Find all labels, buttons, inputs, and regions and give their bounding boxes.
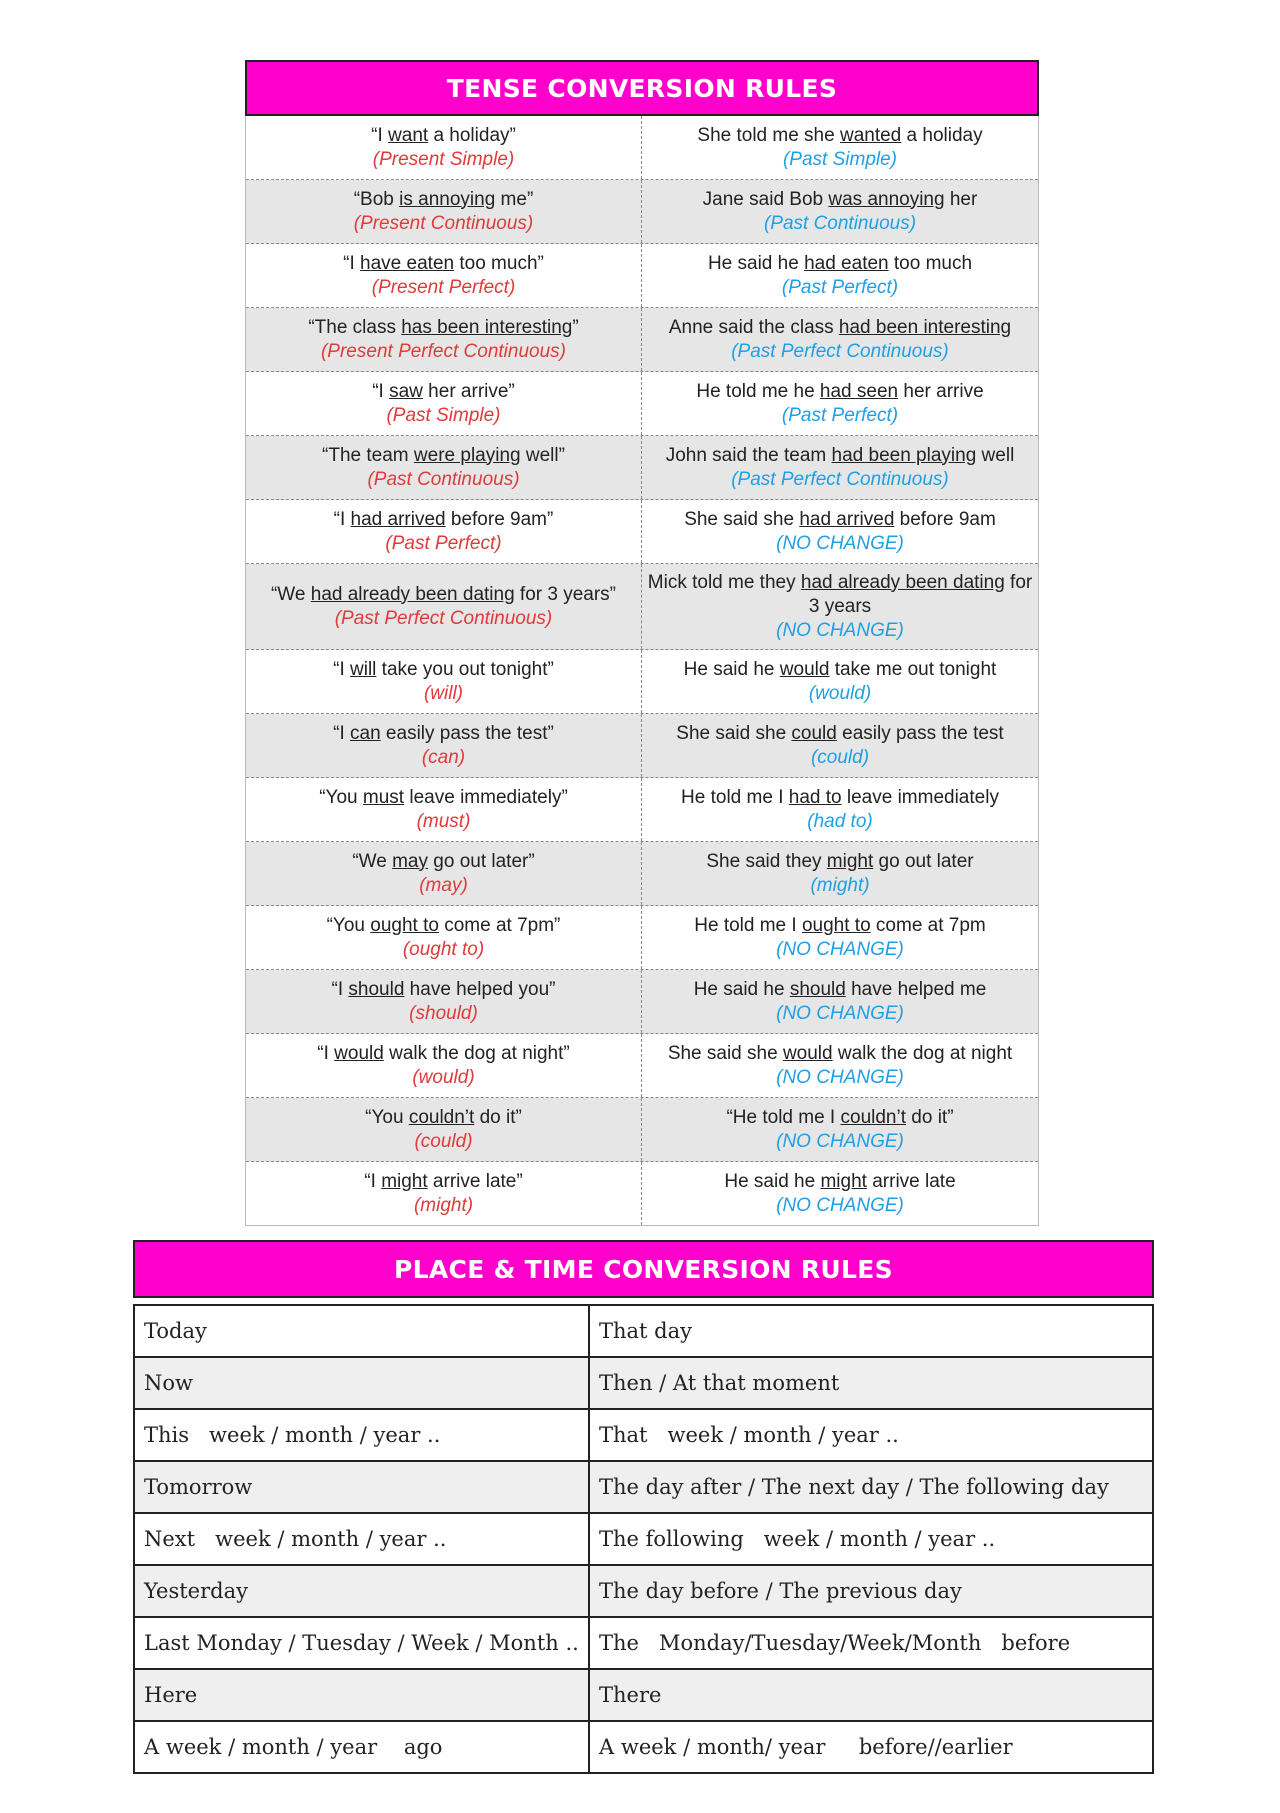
sentence-text: “Bob [353,188,400,210]
table-row [246,180,1038,244]
direct-sentence [250,583,637,607]
reported-tense-label: (NO CHANGE) [776,938,904,960]
direct-expression-cell: Today [135,1306,590,1356]
table-row [246,500,1038,564]
table-row [135,1514,1152,1566]
sentence-text: “The class [308,316,402,338]
underlined-verb: could [791,722,837,744]
place-time-title: PLACE & TIME CONVERSION RULES [394,1254,893,1284]
direct-tense-label: (would) [412,1066,475,1088]
reported-sentence [646,380,1034,404]
sentence-text: before 9am [894,508,996,530]
direct-tense-label: (Past Perfect) [385,532,502,554]
direct-speech-cell [246,1034,642,1097]
sentence-text: too much” [454,252,544,274]
sentence-text: “We [352,850,393,872]
direct-speech-cell [246,308,642,371]
reported-sentence [646,786,1034,810]
sentence-text: “The team [322,444,414,466]
direct-sentence [250,124,637,148]
reported-expression-cell: That day [599,1319,692,1343]
table-row [135,1566,1152,1618]
reported-tense-label: (Past Perfect Continuous) [731,340,949,362]
tense-conversion-section [245,60,1039,1226]
reported-tense-label: (NO CHANGE) [776,1002,904,1024]
direct-expression-cell: Last Monday / Tuesday / Week / Month .. [135,1618,590,1668]
sentence-text: He said he [724,1170,821,1192]
underlined-verb: may [392,850,428,872]
sentence-text: He told me I [681,786,789,808]
reported-tense-label: (had to) [807,810,873,832]
table-row [246,1162,1038,1225]
sentence-text: He said he [707,252,805,274]
reported-sentence [646,252,1034,276]
reported-sentence [646,444,1034,468]
underlined-verb: had arrived [799,508,895,530]
table-row [246,970,1038,1034]
direct-tense-label: (Past Simple) [386,404,501,426]
sentence-text: She told me she [697,124,840,146]
direct-sentence [250,850,637,874]
reported-speech-cell [642,1034,1038,1097]
direct-sentence [250,1106,637,1130]
reported-speech-cell [642,308,1038,371]
underlined-verb: was annoying [828,188,945,210]
place-time-title-bar [133,1240,1154,1298]
direct-sentence [250,444,637,468]
underlined-verb: should [348,978,405,1000]
sentence-text: easily pass the test” [380,722,554,744]
direct-sentence [250,1170,637,1194]
direct-tense-label: (Past Perfect Continuous) [334,607,553,629]
sentence-text: for 3 years” [514,583,617,605]
direct-speech-cell [246,244,642,307]
direct-expression-cell: Tomorrow [135,1462,590,1512]
sentence-text: take me out tonight [829,658,997,680]
direct-sentence [250,252,637,276]
sentence-text: “I [364,1170,382,1192]
sentence-text: walk the dog at night” [383,1042,570,1064]
direct-speech-cell [246,436,642,499]
table-row [246,778,1038,842]
direct-tense-label: (Present Continuous) [353,212,534,234]
direct-speech-cell [246,564,642,649]
sentence-text: Mick told me they [647,571,801,593]
reported-sentence [646,978,1034,1002]
direct-sentence [250,508,637,532]
underlined-verb: had already been dating [310,583,515,605]
place-time-section [133,1240,1154,1774]
tense-table [245,116,1039,1226]
table-row [246,436,1038,500]
reported-expression-cell: The following week / month / year .. [599,1527,996,1551]
direct-tense-label: (could) [414,1130,473,1152]
reported-expression-cell: Then / At that moment [599,1371,840,1395]
reported-sentence [646,508,1034,532]
sentence-text: do it” [906,1106,954,1128]
underlined-verb: couldn’t [840,1106,906,1128]
reported-speech-cell [642,180,1038,243]
sentence-text: She said she [667,1042,783,1064]
table-row [135,1670,1152,1722]
reported-sentence [646,914,1034,938]
direct-tense-label: (can) [421,746,466,768]
reported-tense-label: (Past Simple) [782,148,898,170]
direct-sentence [250,978,637,1002]
underlined-verb: can [350,722,381,744]
underlined-verb: had been playing [831,444,977,466]
sentence-text: She said she [684,508,800,530]
sentence-text: “You [365,1106,409,1128]
underlined-verb: wanted [839,124,902,146]
reported-speech-cell [642,500,1038,563]
table-row [246,564,1038,650]
sentence-text: a holiday [901,124,983,146]
direct-expression-cell: Yesterday [135,1566,590,1616]
reported-tense-label: (NO CHANGE) [776,1066,904,1088]
reported-speech-cell [642,970,1038,1033]
reported-speech-cell [642,842,1038,905]
sentence-text: “He told me I [726,1106,841,1128]
reported-sentence [646,850,1034,874]
sentence-text: before 9am” [445,508,554,530]
direct-sentence [250,914,637,938]
underlined-verb: might [820,1170,867,1192]
direct-speech-cell [246,778,642,841]
underlined-verb: might [826,850,874,872]
sentence-text: leave immediately” [404,786,568,808]
reported-speech-cell [642,778,1038,841]
reported-tense-label: (Past Perfect Continuous) [731,468,949,490]
direct-speech-cell [246,116,642,179]
table-row [135,1722,1152,1772]
sentence-text: “I [331,978,349,1000]
sentence-text: “I [333,658,351,680]
sentence-text: well [976,444,1015,466]
direct-expression-cell: This week / month / year .. [135,1410,590,1460]
reported-sentence [646,124,1034,148]
underlined-verb: has been interesting [401,316,573,338]
reported-expression-cell: A week / month/ year before//earlier [599,1735,1013,1759]
place-time-table [133,1304,1154,1774]
sentence-text: Jane said Bob [702,188,829,210]
direct-tense-label: (Present Perfect) [371,276,516,298]
underlined-verb: had been interesting [838,316,1012,338]
underlined-verb: will [350,658,377,680]
reported-expression-cell: That week / month / year .. [599,1423,899,1447]
reported-sentence [646,571,1034,619]
direct-tense-label: (Past Continuous) [367,468,520,490]
direct-speech-cell [246,906,642,969]
reported-tense-label: (Past Perfect) [781,276,899,298]
reported-speech-cell [642,650,1038,713]
reported-expression-cell: There [599,1683,662,1707]
direct-expression-cell: A week / month / year ago [135,1722,590,1772]
reported-speech-cell [642,244,1038,307]
table-row [135,1358,1152,1410]
underlined-verb: might [381,1170,428,1192]
reported-speech-cell [642,714,1038,777]
sentence-text: arrive late” [427,1170,523,1192]
underlined-verb: ought to [370,914,439,936]
sentence-text: well” [520,444,565,466]
underlined-verb: had eaten [804,252,889,274]
table-row [246,244,1038,308]
table-row [246,650,1038,714]
direct-sentence [250,188,637,212]
table-row [246,372,1038,436]
sentence-text: have helped you” [404,978,556,1000]
reported-speech-cell [642,1162,1038,1225]
underlined-verb: must [362,786,405,808]
direct-expression-cell: Now [135,1358,590,1408]
direct-tense-label: (must) [416,810,471,832]
reported-speech-cell [642,372,1038,435]
sentence-text: She said they [706,850,827,872]
direct-speech-cell [246,372,642,435]
table-row [135,1462,1152,1514]
direct-speech-cell [246,500,642,563]
sentence-text: come at 7pm [870,914,986,936]
underlined-verb: couldn’t [408,1106,475,1128]
direct-tense-label: (will) [423,682,464,704]
reported-sentence [646,1042,1034,1066]
direct-tense-label: (Present Perfect Continuous) [320,340,566,362]
underlined-verb: had already been dating [800,571,1005,593]
sentence-text: go out later [873,850,974,872]
underlined-verb: would [779,658,830,680]
underlined-verb: saw [389,380,423,402]
sentence-text: “You [319,786,363,808]
table-row [135,1410,1152,1462]
sentence-text: “I [372,380,390,402]
sentence-text: ” [572,316,579,338]
reported-tense-label: (Past Perfect) [781,404,899,426]
sentence-text: leave immediately [841,786,999,808]
reported-speech-cell [642,564,1038,649]
sentence-text: “We [270,583,311,605]
underlined-verb: is annoying [399,188,496,210]
sentence-text: take you out tonight” [376,658,554,680]
direct-tense-label: (Present Simple) [372,148,515,170]
reported-expression-cell: The day before / The previous day [599,1579,962,1603]
direct-sentence [250,380,637,404]
reported-speech-cell [642,436,1038,499]
sentence-text: “I [333,722,351,744]
sentence-text: He said he [693,978,790,1000]
reported-tense-label: (could) [810,746,870,768]
underlined-verb: should [789,978,846,1000]
reported-sentence [646,316,1034,340]
table-row [135,1618,1152,1670]
underlined-verb: want [388,124,429,146]
sentence-text: He told me he [696,380,820,402]
direct-sentence [250,786,637,810]
sentence-text: walk the dog at night [832,1042,1013,1064]
direct-expression-cell: Here [135,1670,590,1720]
reported-tense-label: (might) [810,874,870,896]
sentence-text: She said she [676,722,792,744]
direct-speech-cell [246,1162,642,1225]
sentence-text: John said the team [665,444,832,466]
sentence-text: “I [317,1042,335,1064]
table-row [246,906,1038,970]
direct-speech-cell [246,650,642,713]
reported-speech-cell [642,116,1038,179]
tense-title-bar [245,60,1039,116]
reported-tense-label: (NO CHANGE) [776,1130,904,1152]
sentence-text: for 3 years [808,571,1033,617]
sentence-text: her arrive” [422,380,515,402]
sentence-text: easily pass the test [836,722,1004,744]
table-row [246,1098,1038,1162]
reported-tense-label: (NO CHANGE) [776,532,904,554]
direct-tense-label: (ought to) [402,938,485,960]
reported-sentence [646,1170,1034,1194]
direct-sentence [250,316,637,340]
reported-expression-cell: The Monday/Tuesday/Week/Month before [599,1631,1071,1655]
reported-speech-cell [642,906,1038,969]
direct-speech-cell [246,180,642,243]
sentence-text: have helped me [845,978,987,1000]
sentence-text: arrive late [866,1170,956,1192]
sentence-text: “I [343,252,361,274]
reported-tense-label: (NO CHANGE) [776,1194,904,1216]
sentence-text: her arrive [898,380,984,402]
underlined-verb: have eaten [360,252,455,274]
table-row [246,842,1038,906]
underlined-verb: ought to [801,914,871,936]
sentence-text: come at 7pm” [438,914,561,936]
reported-sentence [646,722,1034,746]
sentence-text: do it” [474,1106,522,1128]
direct-speech-cell [246,970,642,1033]
sentence-text: Anne said the class [668,316,839,338]
direct-tense-label: (might) [413,1194,474,1216]
direct-expression-cell: Next week / month / year .. [135,1514,590,1564]
underlined-verb: had arrived [350,508,446,530]
underlined-verb: had to [788,786,842,808]
underlined-verb: had seen [819,380,899,402]
sentence-text: a holiday” [428,124,516,146]
reported-sentence [646,658,1034,682]
table-row [246,1034,1038,1098]
reported-speech-cell [642,1098,1038,1161]
sentence-text: too much [888,252,973,274]
sentence-text: He told me I [694,914,802,936]
direct-tense-label: (may) [419,874,468,896]
direct-speech-cell [246,842,642,905]
reported-sentence [646,1106,1034,1130]
sentence-text: He said he [683,658,780,680]
table-row [246,116,1038,180]
reported-tense-label: (Past Continuous) [763,212,917,234]
reported-tense-label: (would) [808,682,872,704]
table-row [135,1306,1152,1358]
direct-speech-cell [246,1098,642,1161]
sentence-text: her [944,188,978,210]
table-row [246,714,1038,778]
reported-expression-cell: The day after / The next day / The following day [599,1475,1109,1499]
table-row [246,308,1038,372]
direct-tense-label: (should) [409,1002,478,1024]
sentence-text: me” [495,188,534,210]
direct-sentence [250,1042,637,1066]
reported-tense-label: (NO CHANGE) [776,619,904,641]
direct-sentence [250,658,637,682]
reported-sentence [646,188,1034,212]
tense-title: TENSE CONVERSION RULES [446,73,838,103]
sentence-text: “I [371,124,389,146]
sentence-text: “You [326,914,371,936]
underlined-verb: would [334,1042,384,1064]
sentence-text: go out later” [428,850,535,872]
direct-speech-cell [246,714,642,777]
direct-sentence [250,722,637,746]
sentence-text: “I [333,508,351,530]
underlined-verb: would [782,1042,833,1064]
underlined-verb: were playing [413,444,521,466]
